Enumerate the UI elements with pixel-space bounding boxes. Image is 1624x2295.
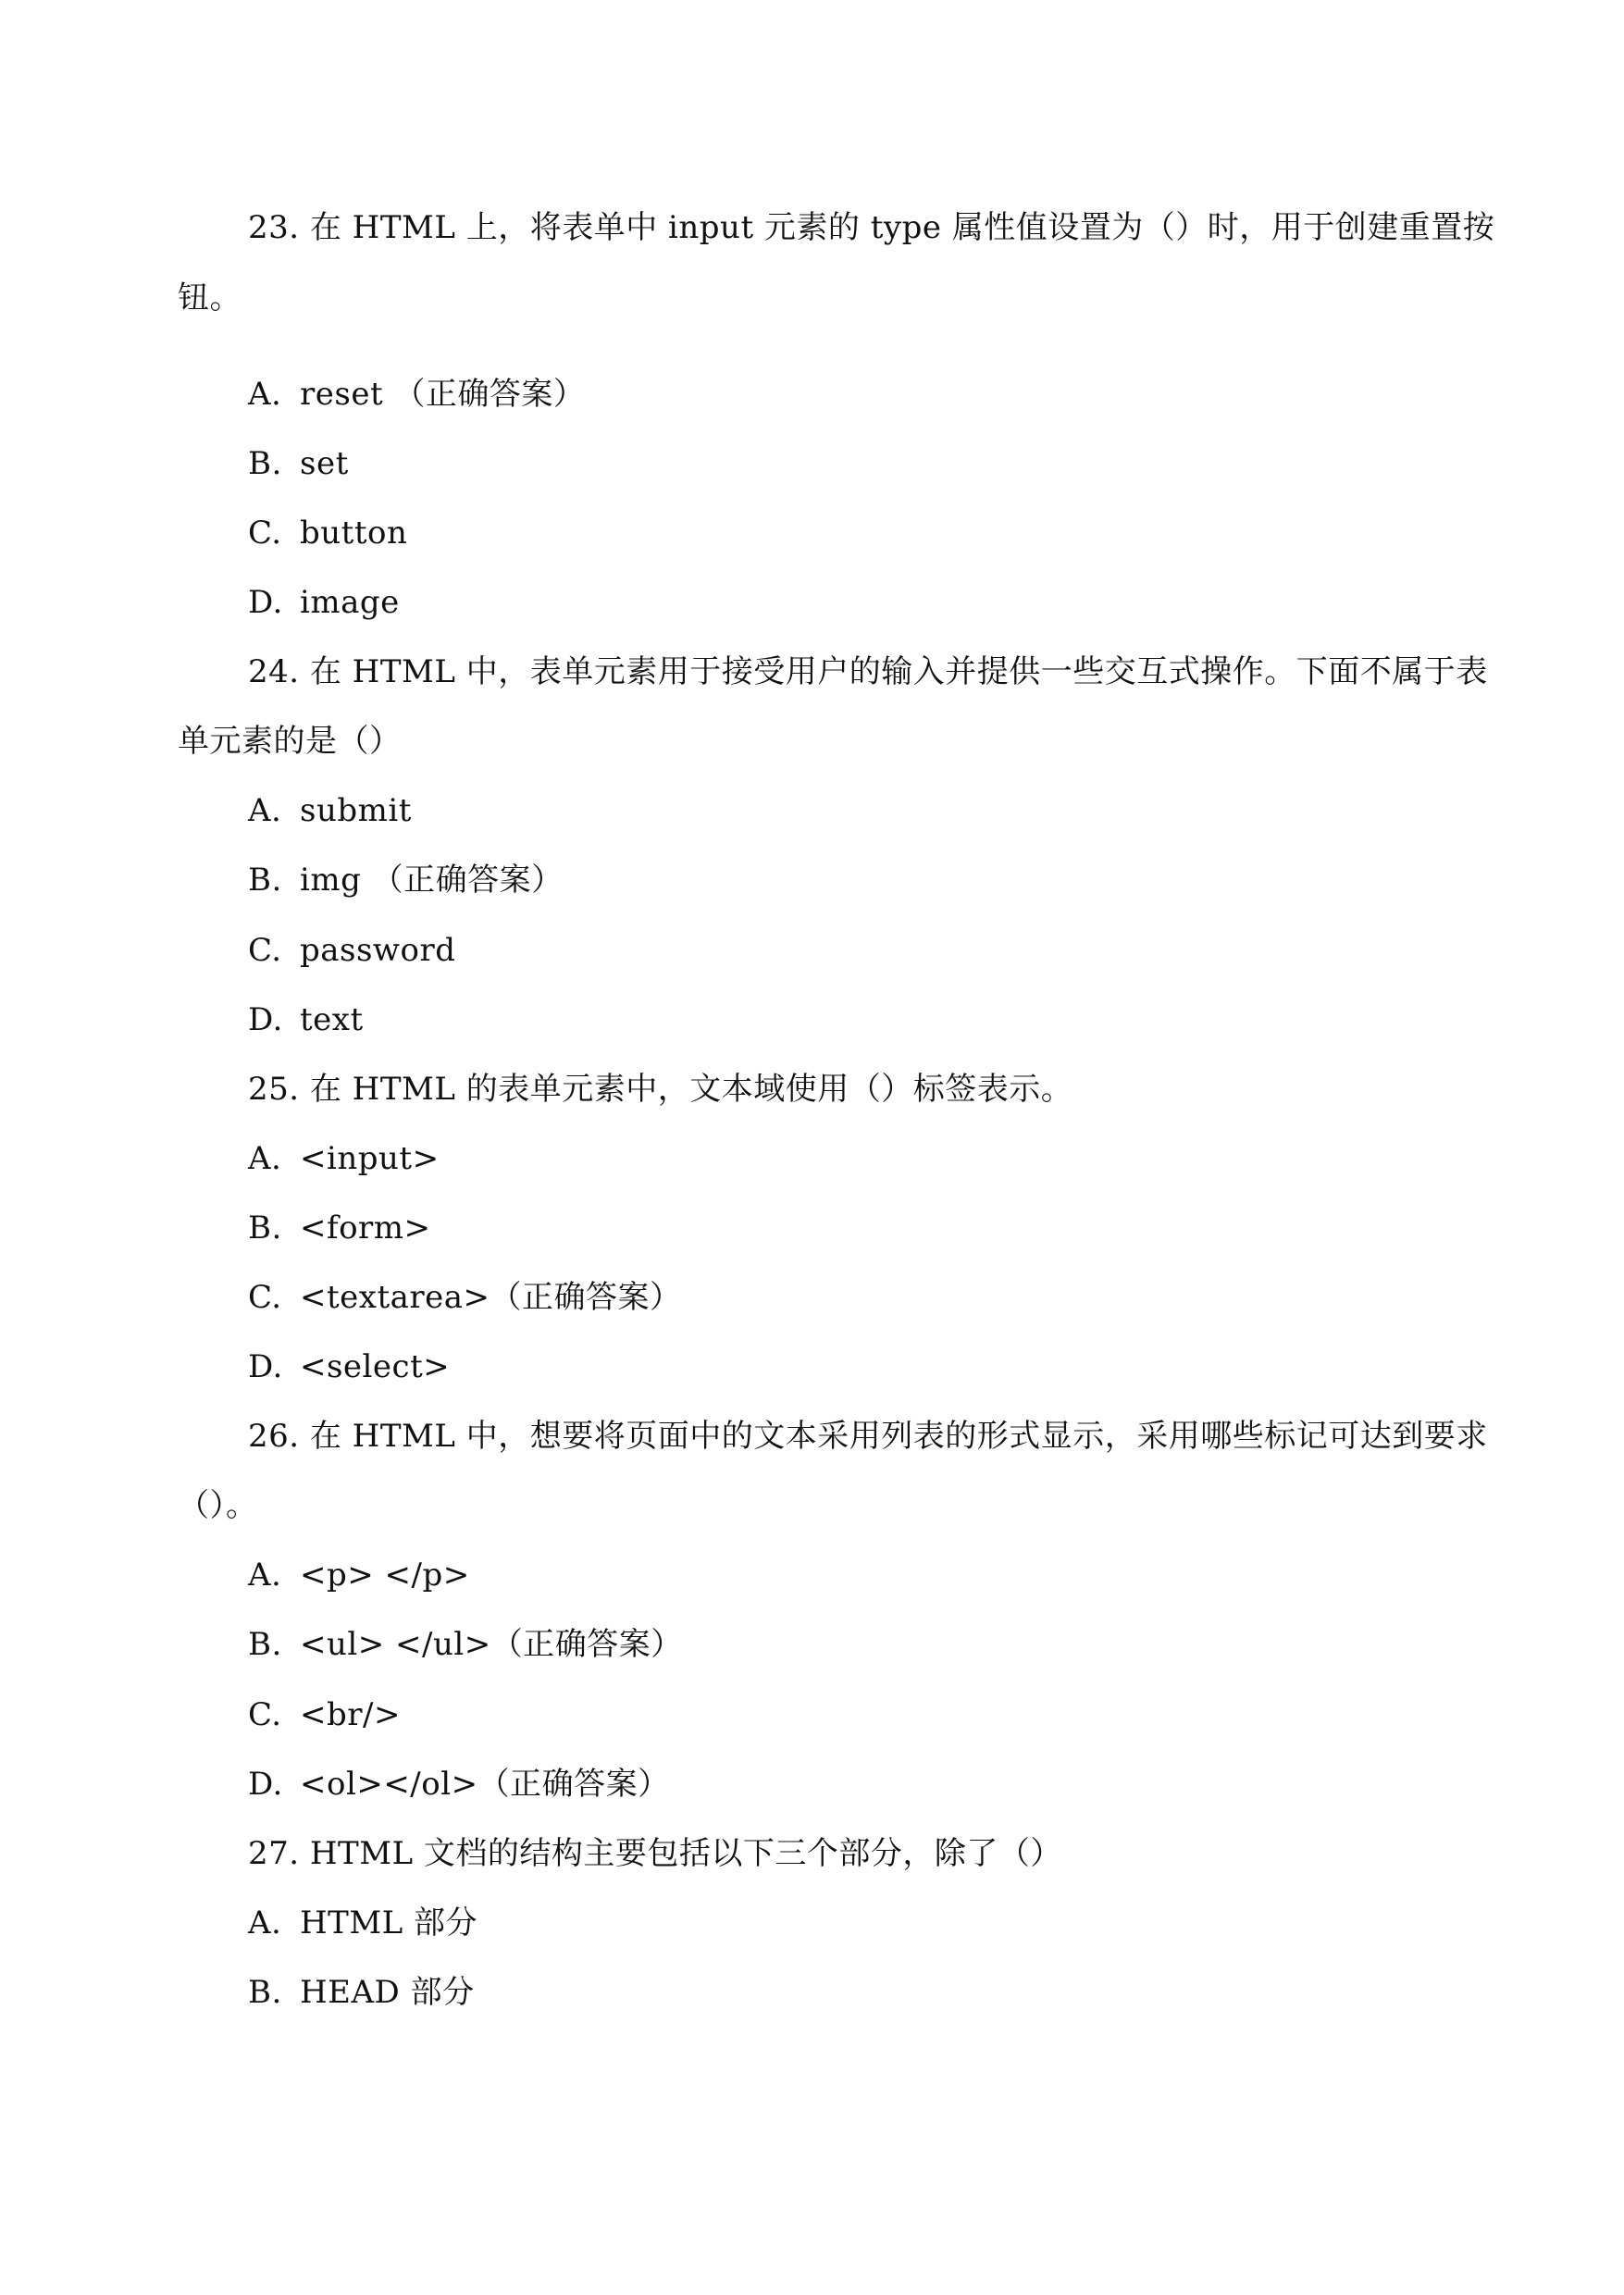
option-letter: C.: [248, 515, 282, 552]
option-text: <ol></ol>（正确答案）: [300, 1766, 670, 1803]
option-letter: A.: [248, 376, 282, 413]
option-letter: A.: [248, 1140, 282, 1177]
option-text: <form>: [300, 1210, 431, 1247]
option-letter: B.: [248, 1974, 282, 2011]
option-letter: A.: [248, 792, 282, 829]
question-24-option-b: [248, 862, 564, 899]
question-24-option-a: [248, 792, 412, 829]
question-24-option-d: [248, 1001, 364, 1038]
question-23-text-line-2: 钮。: [178, 279, 242, 316]
option-text: reset （正确答案）: [300, 376, 586, 413]
option-letter: C.: [248, 1696, 282, 1733]
option-text: <p> </p>: [300, 1557, 470, 1594]
question-26-option-c: [248, 1696, 401, 1733]
question-23-option-c: [248, 515, 407, 552]
option-text: <input>: [300, 1140, 440, 1177]
option-letter: B.: [248, 1626, 282, 1663]
option-letter: B.: [248, 862, 282, 899]
question-24-text-line-2: 单元素的是（）: [178, 723, 402, 760]
option-text: image: [300, 584, 400, 621]
question-27-option-a: [248, 1904, 477, 1941]
question-24-option-c: [248, 932, 456, 969]
option-letter: C.: [248, 932, 282, 969]
option-text: text: [300, 1001, 364, 1038]
option-text: HEAD 部分: [300, 1974, 475, 2011]
question-26-option-d: [248, 1766, 670, 1803]
option-letter: D.: [248, 1001, 283, 1038]
question-27-text-line-1: 27. HTML 文档的结构主要包括以下三个部分，除了（）: [248, 1835, 1062, 1872]
option-text: <textarea>（正确答案）: [300, 1279, 682, 1316]
question-26-text-line-1: 26. 在 HTML 中，想要将页面中的文本采用列表的形式显示，采用哪些标记可达到要求: [248, 1418, 1488, 1455]
option-text: button: [300, 515, 408, 552]
question-23-text-line-1: 23. 在 HTML 上，将表单中 input 元素的 type 属性值设置为（）时，用于创建重置按: [248, 209, 1495, 246]
option-letter: D.: [248, 584, 283, 621]
option-text: set: [300, 445, 349, 482]
option-text: <ul> </ul>（正确答案）: [300, 1626, 683, 1663]
option-text: <br/>: [300, 1696, 401, 1733]
option-text: password: [300, 932, 456, 969]
option-text: <select>: [300, 1348, 451, 1385]
question-27-option-b: [248, 1974, 475, 2011]
question-23-option-d: [248, 584, 400, 621]
option-letter: D.: [248, 1348, 283, 1385]
question-23-option-a: [248, 376, 585, 413]
option-text: submit: [300, 792, 412, 829]
question-25-option-a: [248, 1140, 440, 1177]
question-26-text-line-2: （）。: [178, 1487, 258, 1524]
question-26-option-a: [248, 1557, 470, 1594]
question-25-option-b: [248, 1210, 431, 1247]
option-text: HTML 部分: [300, 1904, 478, 1941]
option-letter: B.: [248, 1210, 282, 1247]
question-23-option-b: [248, 445, 349, 482]
question-24-text-line-1: 24. 在 HTML 中，表单元素用于接受用户的输入并提供一些交互式操作。下面不属于表: [248, 653, 1488, 690]
question-26-option-b: [248, 1626, 683, 1663]
option-text: img （正确答案）: [300, 862, 564, 899]
option-letter: B.: [248, 445, 282, 482]
option-letter: A.: [248, 1904, 282, 1941]
question-25-option-c: [248, 1279, 682, 1316]
question-25-text-line-1: 25. 在 HTML 的表单元素中，文本域使用（）标签表示。: [248, 1071, 1073, 1108]
option-letter: D.: [248, 1766, 283, 1803]
question-25-option-d: [248, 1348, 450, 1385]
option-letter: C.: [248, 1279, 282, 1316]
option-letter: A.: [248, 1557, 282, 1594]
